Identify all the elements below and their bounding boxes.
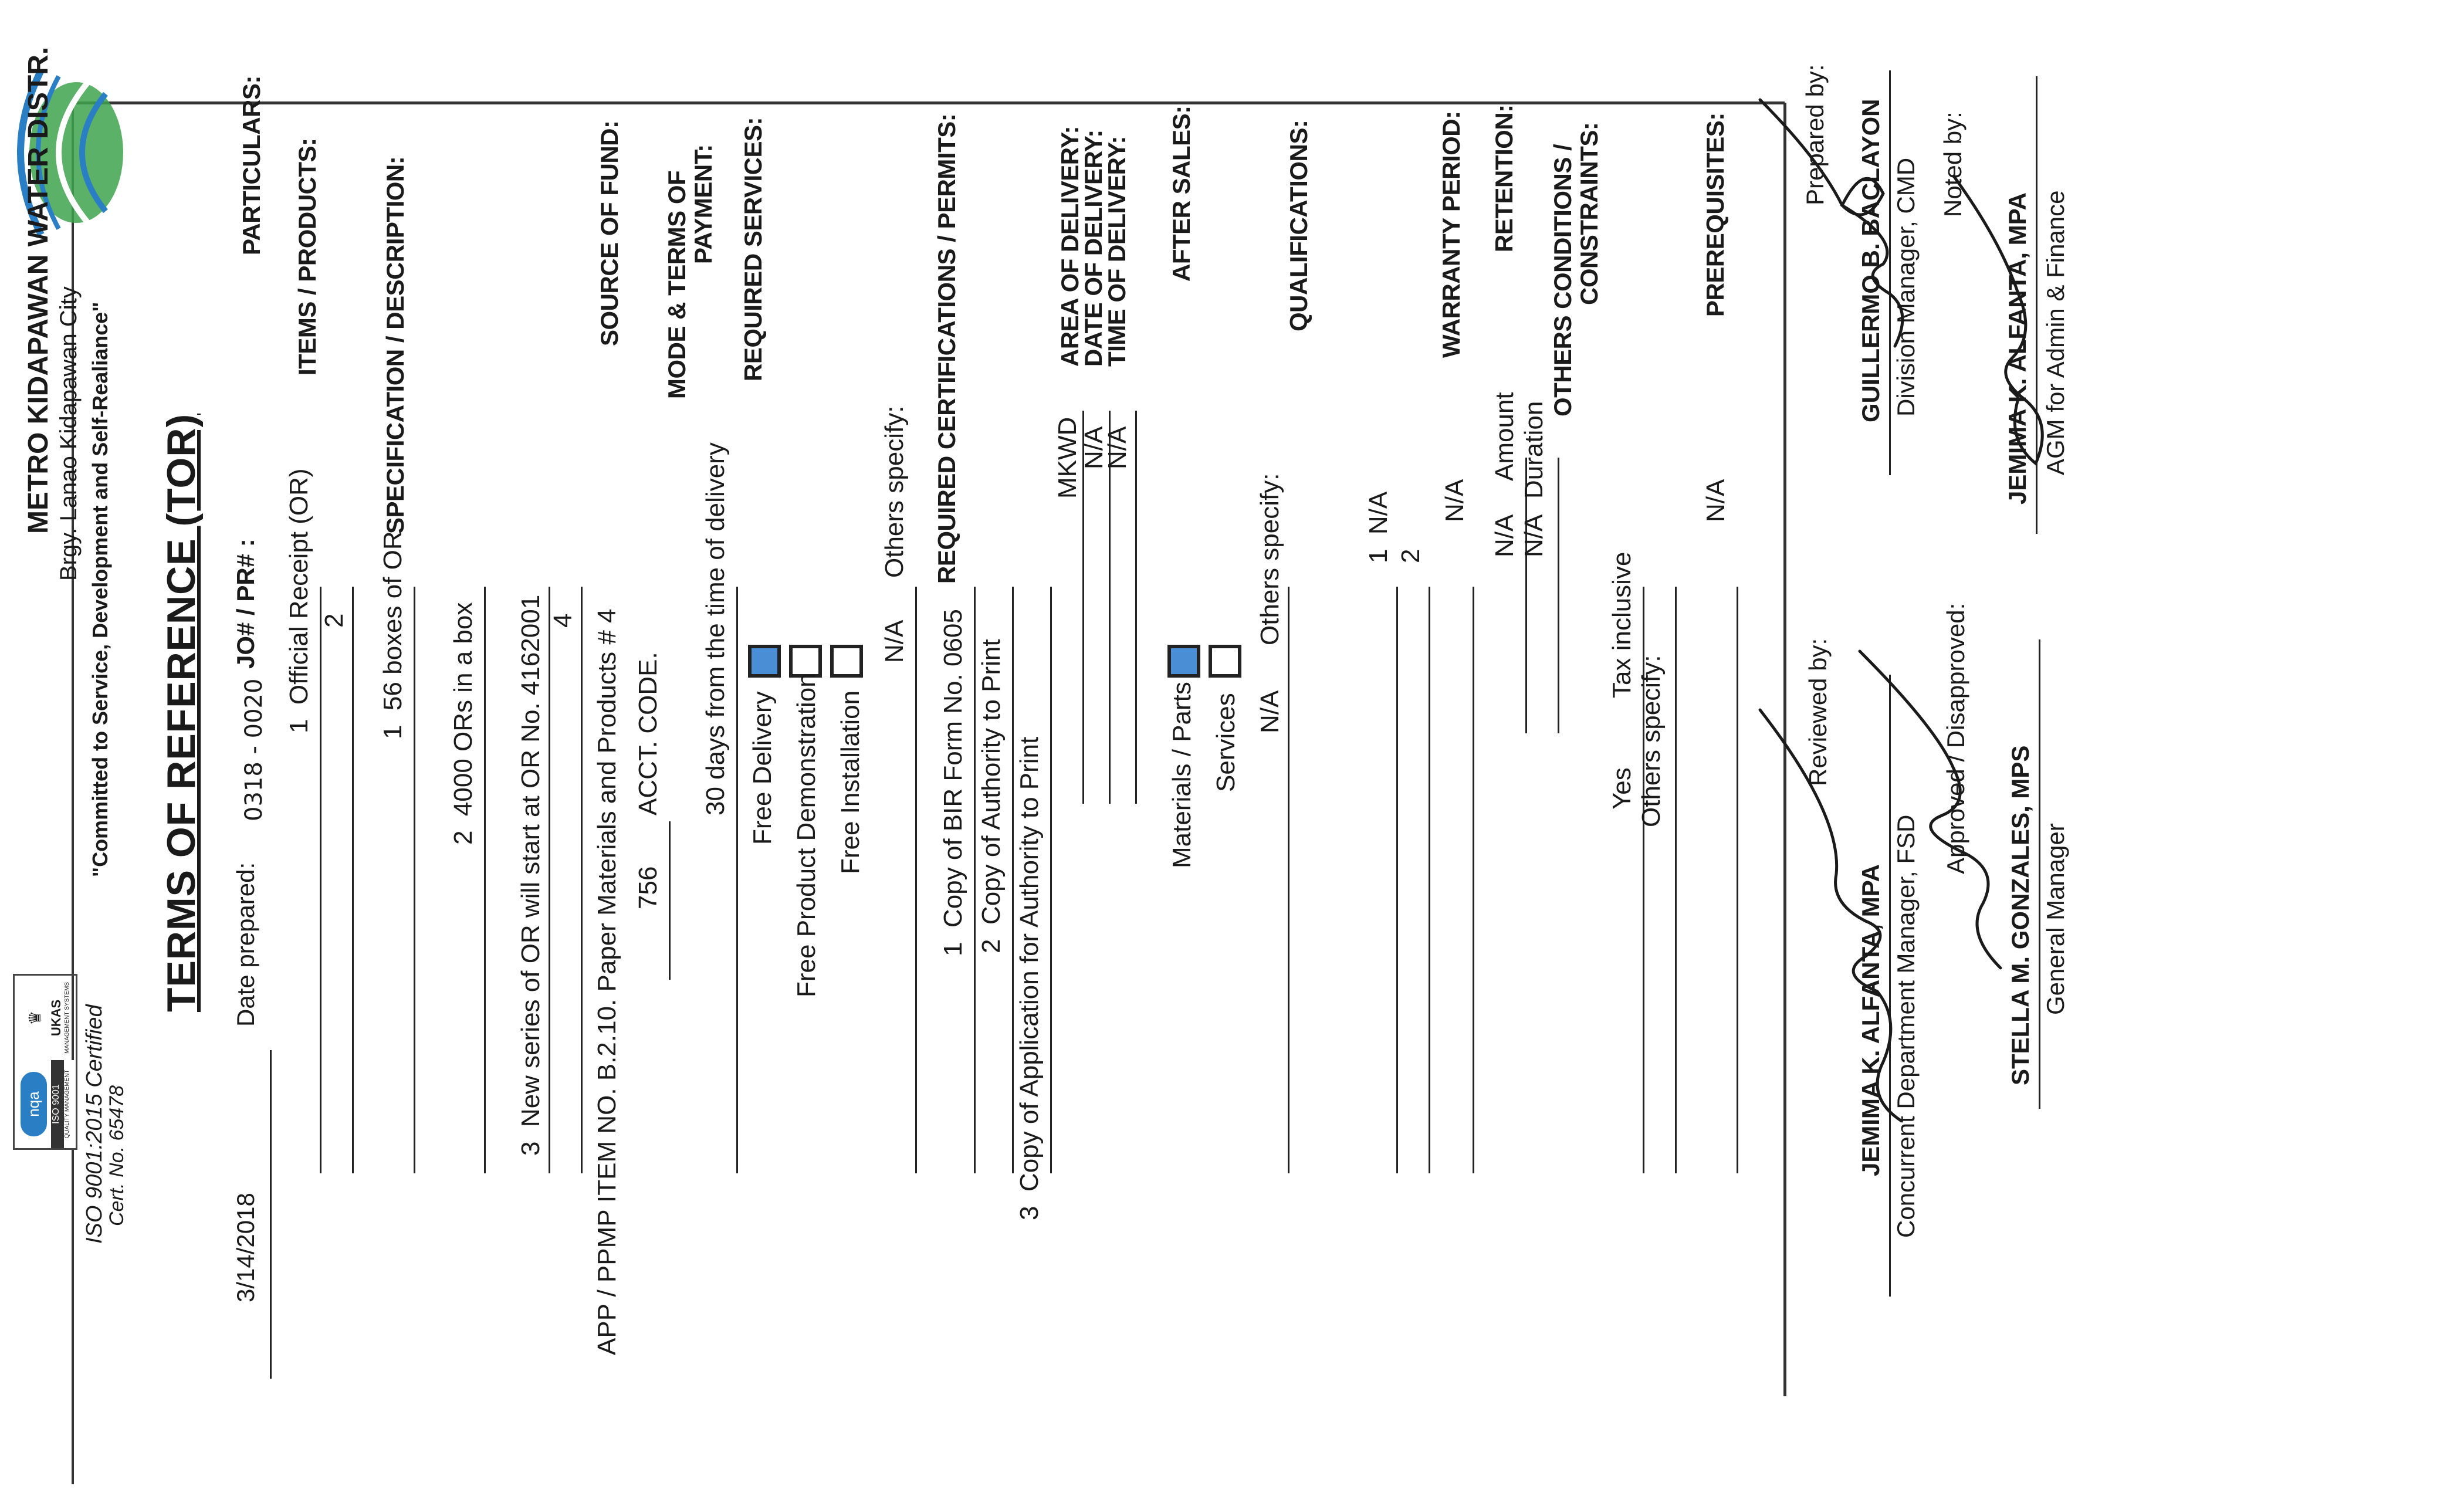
- retention-amount-value: N/A: [1490, 514, 1519, 557]
- prepared-by-label: Prepared by:: [1801, 64, 1829, 205]
- retention-amount-label: Amount: [1490, 392, 1519, 481]
- retention-duration-label: Duration: [1519, 401, 1548, 499]
- page-title: TERMS OF REFERENCE (TOR): [159, 413, 204, 1012]
- warranty-value: N/A: [1440, 479, 1469, 522]
- item-2: 2: [320, 613, 348, 628]
- after-sales-label: AFTER SALES:: [1167, 106, 1195, 282]
- iso-9001-label: ISO 9001: [51, 1060, 64, 1148]
- approved-signature: [1848, 639, 2024, 991]
- retention-label: RETENTION:: [1490, 104, 1518, 252]
- payment-terms: 30 days from the time of delivery: [701, 442, 730, 815]
- noted-by-label: Noted by:: [1939, 111, 1967, 217]
- motto: "Committed to Service, Development and Self-Realiance": [88, 302, 112, 877]
- after-sales-others-label: Others specify:: [1255, 473, 1284, 645]
- ukas-label: UKAS: [49, 999, 63, 1037]
- jo-label: JO# / PR# :: [232, 539, 259, 669]
- certs-label: REQUIRED CERTIFICATIONS / PERMITS:: [933, 113, 960, 584]
- cert-no-line: Cert. No. 65478: [106, 1085, 128, 1226]
- constraints-label: CONSTRAINTS:: [1575, 122, 1603, 305]
- cert-3: 3 Copy of Application for Authority to Print: [1015, 736, 1044, 1220]
- after-sales-others-value: N/A: [1255, 690, 1284, 733]
- qualification-1: 1 N/A: [1364, 491, 1393, 563]
- others-cond-label: OTHERS CONDITIONS /: [1549, 144, 1576, 417]
- free-installation-checkbox[interactable]: [830, 645, 863, 678]
- services-checkbox[interactable]: [1209, 645, 1241, 678]
- date-label: Date prepared:: [232, 862, 259, 1027]
- area-value: MKWD: [1053, 417, 1082, 499]
- cert-1: 1 Copy of BIR Form No. 0605: [939, 609, 967, 956]
- free-delivery-checkbox[interactable]: [748, 645, 781, 678]
- qualification-2: 2: [1396, 549, 1425, 563]
- nqa-badge: [13, 974, 77, 1150]
- materials-parts-label: Materials / Parts: [1167, 682, 1196, 868]
- cert-2: 2 Copy of Authority to Print: [977, 639, 1006, 953]
- approved-by-name: STELLA M. GONZALES, MPS: [2006, 745, 2034, 1085]
- area-label: AREA OF DELIVERY:: [1056, 126, 1084, 367]
- services-option-label: Services: [1211, 693, 1240, 792]
- free-installation-label: Free Installation: [836, 690, 865, 874]
- fund-label: SOURCE OF FUND:: [595, 120, 623, 346]
- date-delivery-label: DATE OF DELIVERY:: [1079, 130, 1107, 367]
- spec-label: SPECIFICATION / DESCRIPTION:: [381, 156, 409, 534]
- free-demo-label: Free Product Demonstration: [792, 673, 821, 997]
- approved-by-title: General Manager: [2042, 823, 2069, 1015]
- conditions-others-label: Others specify:: [1637, 655, 1666, 827]
- reviewed-by-label: Reviewed by:: [1804, 638, 1832, 786]
- qualifications-label: QUALIFICATIONS:: [1285, 120, 1312, 331]
- reviewed-by-title: Concurrent Department Manager, FSD: [1892, 814, 1920, 1238]
- services-others-value: N/A: [880, 620, 909, 663]
- spec-3: 3 New series of OR will start at OR No. 4162001: [516, 594, 545, 1156]
- noted-signature: [1936, 164, 2065, 487]
- acct-code-label: ACCT. CODE.: [634, 652, 662, 815]
- jo-value: 0318 - 0020: [241, 678, 268, 821]
- particulars-label: PARTICULARS:: [238, 76, 265, 255]
- qm-label: QUALITY MANAGEMENT: [64, 1069, 70, 1139]
- noted-by-title: AGM for Admin & Finance: [2042, 190, 2069, 475]
- crown-icon: ♛: [26, 1010, 44, 1025]
- prepared-by-title: Division Manager, CMD: [1892, 157, 1920, 417]
- prepared-by-name: GUILLERMO B. BACLAYON: [1857, 99, 1884, 422]
- spec-1: 1 56 boxes of OR: [378, 531, 407, 739]
- date-delivery-value: N/A: [1079, 426, 1108, 469]
- spec-2: 2 4000 ORs in a box: [449, 602, 478, 845]
- services-others-label: Others specify:: [880, 405, 909, 578]
- nqa-logo: nqa: [21, 1072, 47, 1136]
- item-1: 1 Official Receipt (OR): [285, 468, 313, 733]
- org-name: METRO KIDAPAWAN WATER DISTR.: [23, 46, 54, 534]
- form-left-border: [72, 101, 1785, 104]
- acct-code-value: 756: [634, 866, 662, 909]
- reviewed-by-name: JEMIMA K. ALFANTA, MPA: [1857, 864, 1884, 1176]
- items-label: ITEMS / PRODUCTS:: [293, 138, 321, 375]
- warranty-label: WARRANTY PERIOD:: [1437, 111, 1465, 358]
- retention-duration-value: N/A: [1519, 514, 1548, 557]
- time-delivery-label: TIME OF DELIVERY:: [1103, 136, 1131, 367]
- materials-parts-checkbox[interactable]: [1167, 645, 1200, 678]
- free-delivery-label: Free Delivery: [748, 691, 777, 845]
- iso-cert-line: ISO 9001:2015 Certified: [82, 1004, 107, 1244]
- tax-inclusive-value: Yes: [1607, 767, 1636, 810]
- fund-line: APP / PPMP ITEM NO. B.2.10. Paper Materials and Products # 4: [593, 608, 621, 1355]
- payment-label: PAYMENT:: [689, 144, 717, 264]
- noted-by-name: JEMIMA K. ALFANTA, MPA: [2003, 192, 2031, 505]
- spec-4: 4: [549, 613, 577, 628]
- prepared-signature: [1748, 88, 1924, 381]
- approved-by-label: Approved / Disapproved:: [1942, 603, 1969, 874]
- ukas-sub-label: MANAGEMENT SYSTEMS: [64, 981, 70, 1054]
- prereq-label: PREREQUISITES:: [1701, 113, 1729, 317]
- prereq-value: N/A: [1701, 479, 1730, 522]
- services-label: REQUIRED SERVICES:: [739, 117, 767, 381]
- org-address: Brgy. Lanao Kidapawan City: [56, 286, 82, 581]
- date-value: 3/14/2018: [232, 1193, 259, 1302]
- mode-label: MODE & TERMS OF: [663, 170, 691, 399]
- tax-inclusive-label: Tax inclusive: [1607, 551, 1636, 698]
- time-delivery-value: N/A: [1103, 426, 1132, 469]
